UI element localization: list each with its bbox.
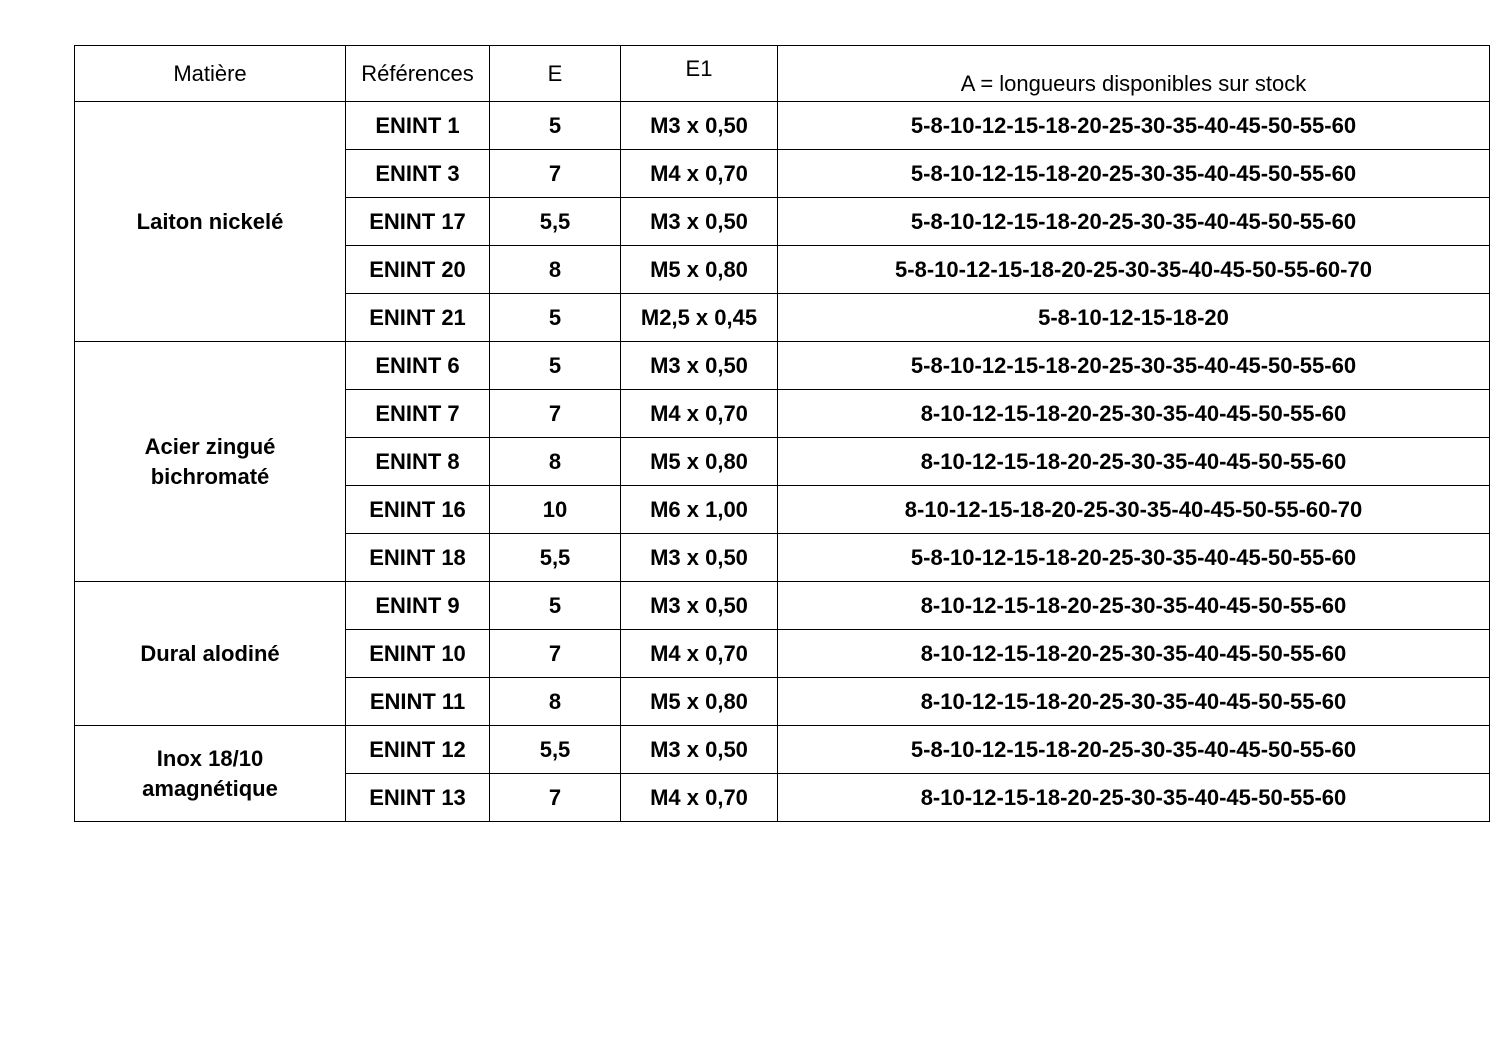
material-cell <box>75 342 346 582</box>
e-cell: 7 <box>490 774 621 822</box>
e1-cell: M4 x 0,70 <box>621 630 778 678</box>
reference-cell: ENINT 13 <box>346 774 490 822</box>
e-cell: 8 <box>490 246 621 294</box>
e-cell: 5 <box>490 294 621 342</box>
reference-cell: ENINT 8 <box>346 438 490 486</box>
e-cell: 7 <box>490 390 621 438</box>
e-cell: 8 <box>490 438 621 486</box>
e-cell: 5,5 <box>490 534 621 582</box>
lengths-cell: 5-8-10-12-15-18-20-25-30-35-40-45-50-55-60 <box>778 342 1490 390</box>
table-body <box>75 102 1490 822</box>
material-line: Dural alodiné <box>140 640 280 666</box>
table-row <box>75 726 1490 774</box>
material-cell <box>75 582 346 726</box>
reference-cell: ENINT 21 <box>346 294 490 342</box>
table-row <box>75 102 1490 150</box>
reference-cell: ENINT 18 <box>346 534 490 582</box>
lengths-cell: 8-10-12-15-18-20-25-30-35-40-45-50-55-60 <box>778 582 1490 630</box>
insert-specification-table <box>74 45 1490 822</box>
header-matiere: Matière <box>75 46 346 102</box>
material-line: Laiton nickelé <box>136 208 284 234</box>
reference-cell: ENINT 16 <box>346 486 490 534</box>
lengths-cell: 5-8-10-12-15-18-20 <box>778 294 1490 342</box>
lengths-cell: 5-8-10-12-15-18-20-25-30-35-40-45-50-55-60 <box>778 534 1490 582</box>
e-cell: 5 <box>490 342 621 390</box>
material-cell <box>75 726 346 822</box>
reference-cell: ENINT 6 <box>346 342 490 390</box>
e1-cell: M4 x 0,70 <box>621 390 778 438</box>
reference-cell: ENINT 7 <box>346 390 490 438</box>
e1-cell: M3 x 0,50 <box>621 342 778 390</box>
e1-cell: M6 x 1,00 <box>621 486 778 534</box>
e1-cell: M2,5 x 0,45 <box>621 294 778 342</box>
e-cell: 7 <box>490 150 621 198</box>
e1-cell: M3 x 0,50 <box>621 534 778 582</box>
lengths-cell: 5-8-10-12-15-18-20-25-30-35-40-45-50-55-60 <box>778 102 1490 150</box>
lengths-cell: 5-8-10-12-15-18-20-25-30-35-40-45-50-55-60-70 <box>778 246 1490 294</box>
material-cell <box>75 102 346 342</box>
lengths-cell: 5-8-10-12-15-18-20-25-30-35-40-45-50-55-60 <box>778 726 1490 774</box>
header-e1: E1 <box>621 46 778 102</box>
lengths-cell: 8-10-12-15-18-20-25-30-35-40-45-50-55-60 <box>778 630 1490 678</box>
e1-cell: M5 x 0,80 <box>621 438 778 486</box>
reference-cell: ENINT 3 <box>346 150 490 198</box>
reference-cell: ENINT 11 <box>346 678 490 726</box>
table-row <box>75 342 1490 390</box>
lengths-cell: 5-8-10-12-15-18-20-25-30-35-40-45-50-55-60 <box>778 198 1490 246</box>
e-cell: 5 <box>490 582 621 630</box>
reference-cell: ENINT 1 <box>346 102 490 150</box>
header-lengths: A = longueurs disponibles sur stock <box>778 46 1490 102</box>
e-cell: 5,5 <box>490 198 621 246</box>
header-row <box>75 46 1490 102</box>
header-references: Références <box>346 46 490 102</box>
reference-cell: ENINT 20 <box>346 246 490 294</box>
e1-cell: M4 x 0,70 <box>621 774 778 822</box>
e1-cell: M4 x 0,70 <box>621 150 778 198</box>
lengths-cell: 8-10-12-15-18-20-25-30-35-40-45-50-55-60 <box>778 390 1490 438</box>
e-cell: 5 <box>490 102 621 150</box>
e-cell: 5,5 <box>490 726 621 774</box>
lengths-cell: 5-8-10-12-15-18-20-25-30-35-40-45-50-55-60 <box>778 150 1490 198</box>
e-cell: 8 <box>490 678 621 726</box>
lengths-cell: 8-10-12-15-18-20-25-30-35-40-45-50-55-60 <box>778 774 1490 822</box>
e1-cell: M3 x 0,50 <box>621 726 778 774</box>
material-line: amagnétique <box>142 775 278 801</box>
e1-cell: M3 x 0,50 <box>621 582 778 630</box>
e1-cell: M5 x 0,80 <box>621 678 778 726</box>
reference-cell: ENINT 12 <box>346 726 490 774</box>
reference-cell: ENINT 17 <box>346 198 490 246</box>
e1-cell: M3 x 0,50 <box>621 198 778 246</box>
table-row <box>75 582 1490 630</box>
header-e: E <box>490 46 621 102</box>
e1-cell: M5 x 0,80 <box>621 246 778 294</box>
material-line: Acier zingué <box>144 433 276 459</box>
lengths-cell: 8-10-12-15-18-20-25-30-35-40-45-50-55-60 <box>778 678 1490 726</box>
material-line: bichromaté <box>150 463 270 489</box>
e1-cell: M3 x 0,50 <box>621 102 778 150</box>
lengths-cell: 8-10-12-15-18-20-25-30-35-40-45-50-55-60 <box>778 438 1490 486</box>
e-cell: 7 <box>490 630 621 678</box>
reference-cell: ENINT 10 <box>346 630 490 678</box>
material-line: Inox 18/10 <box>156 745 264 771</box>
reference-cell: ENINT 9 <box>346 582 490 630</box>
lengths-cell: 8-10-12-15-18-20-25-30-35-40-45-50-55-60-70 <box>778 486 1490 534</box>
e-cell: 10 <box>490 486 621 534</box>
